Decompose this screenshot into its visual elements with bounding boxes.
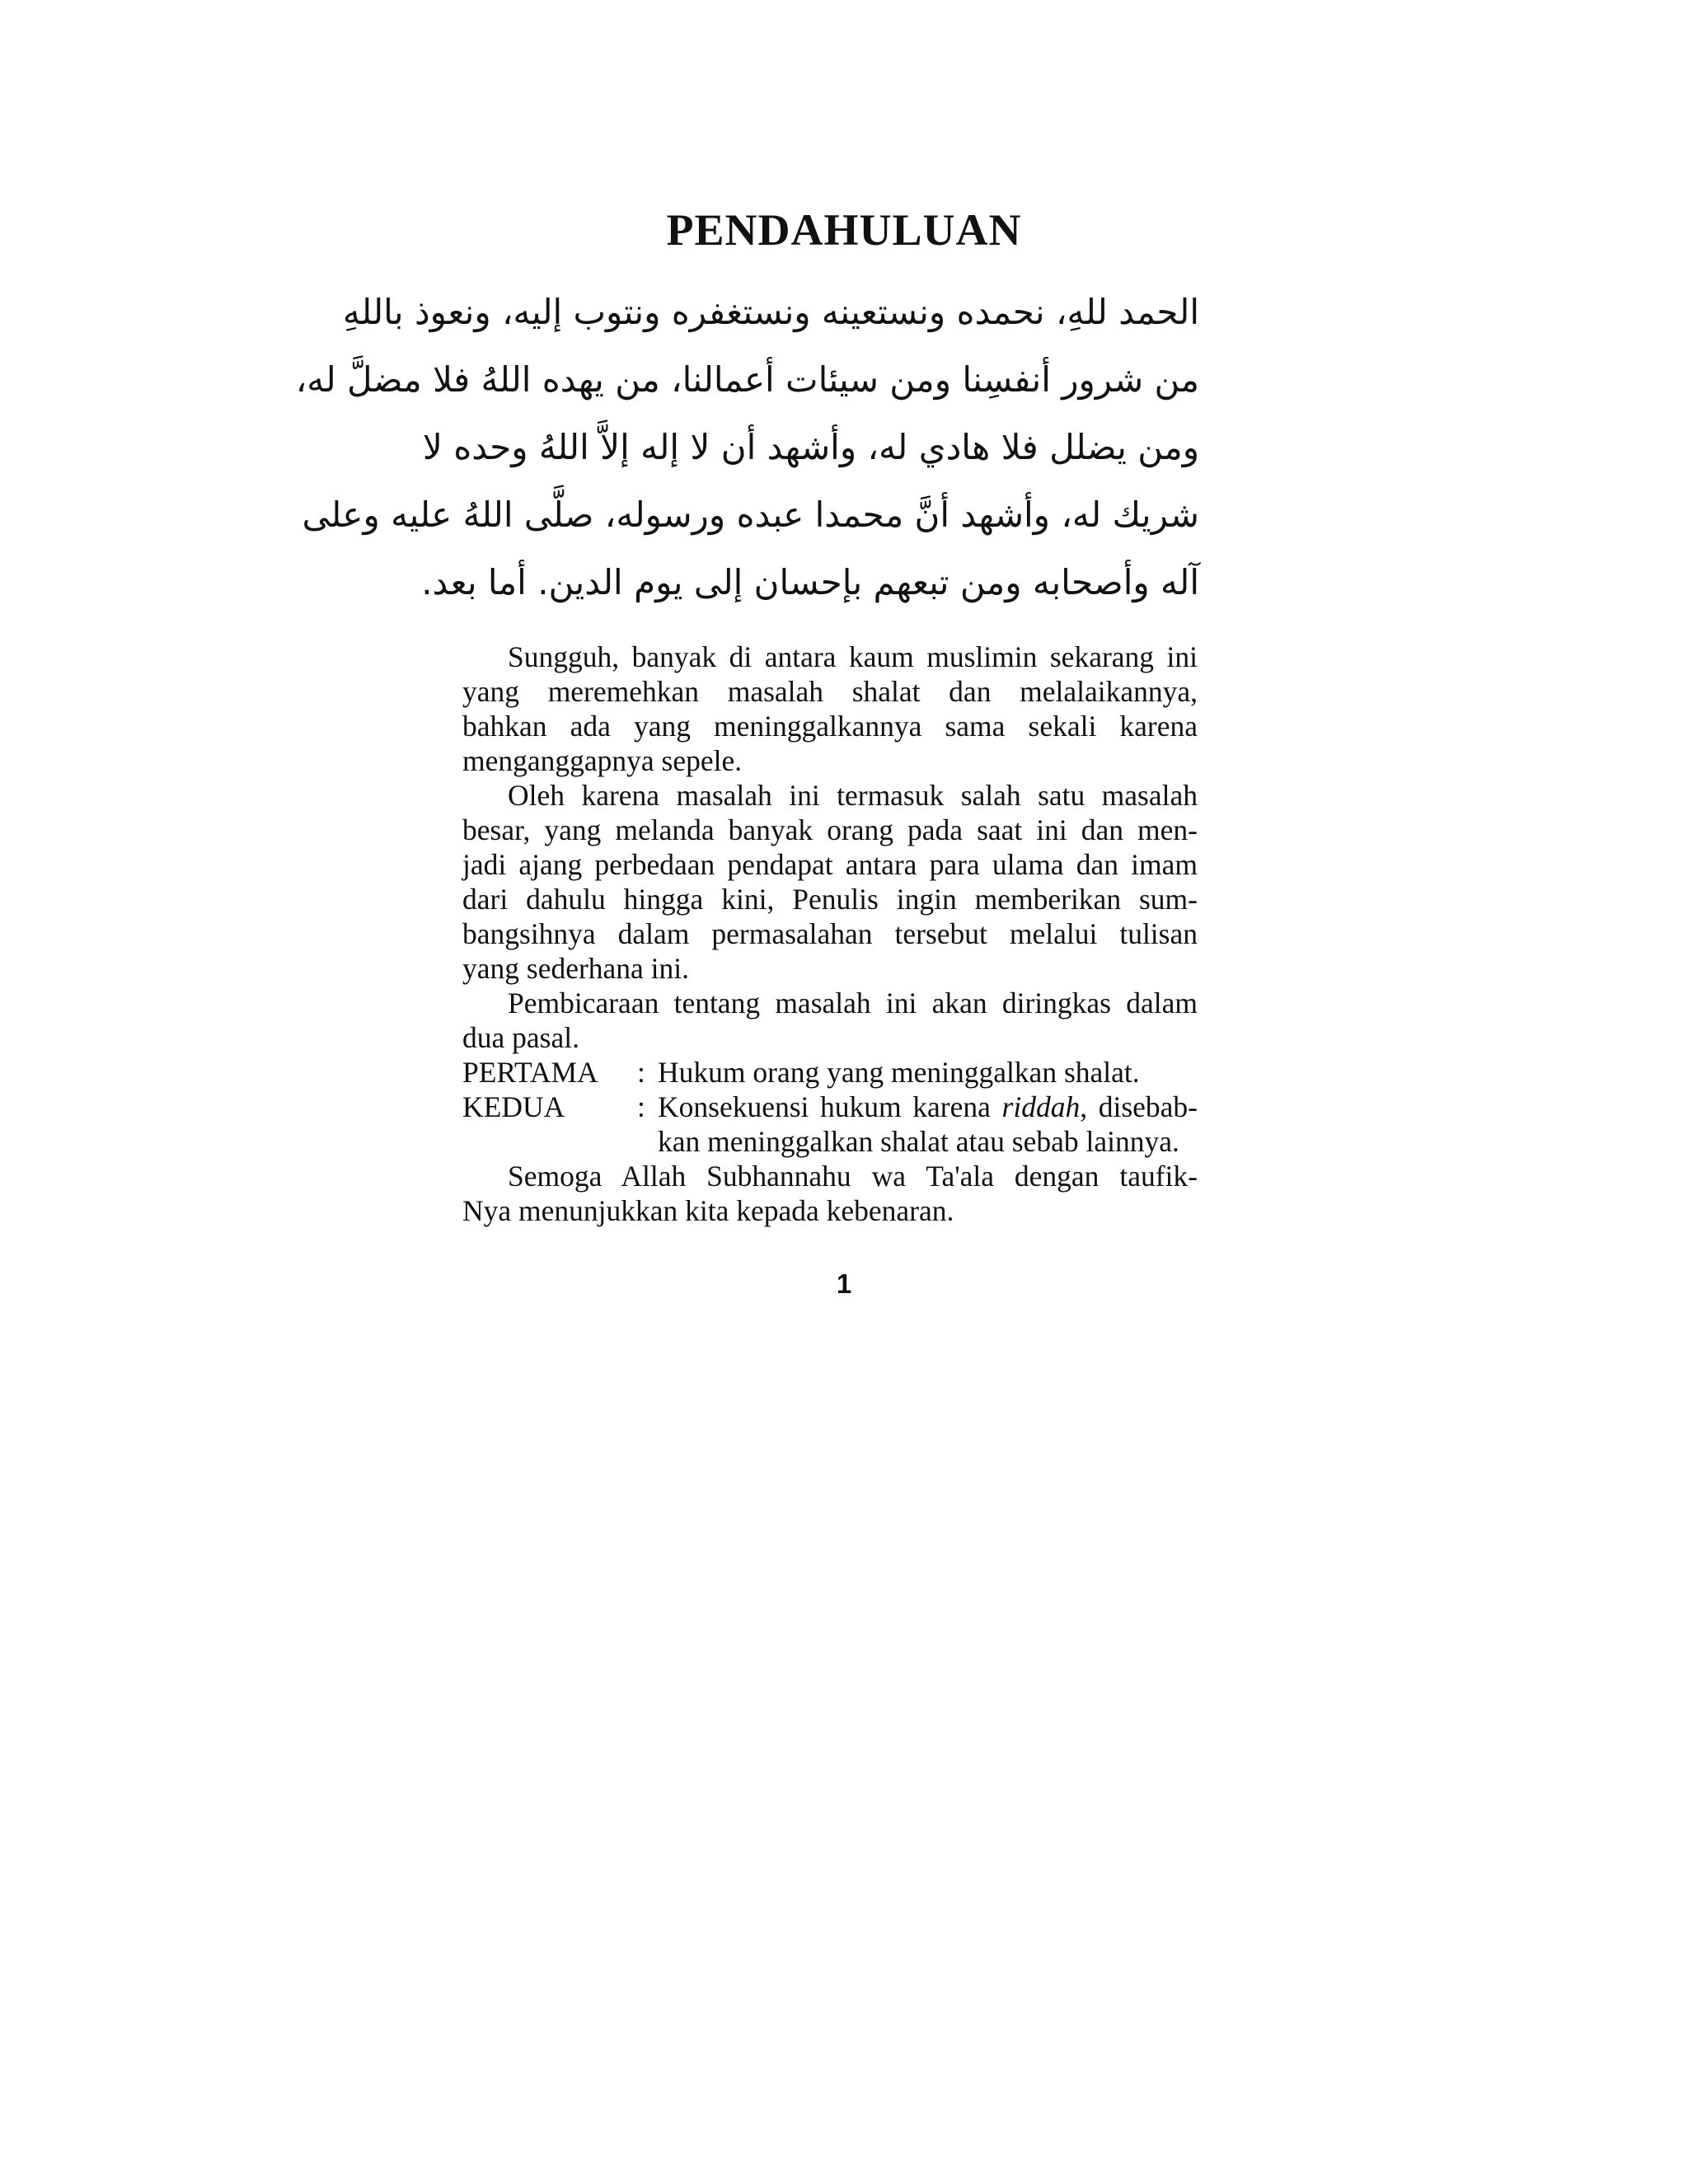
definition-text-part: Konsekuensi hukum karena — [658, 1090, 1002, 1123]
arabic-opening — [295, 279, 1199, 616]
text-line: Pembicaraan tentang masalah ini akan diringkas dalam — [508, 987, 1198, 1019]
text-line: Semoga Allah Subhannahu wa Ta'ala dengan taufik- — [508, 1160, 1198, 1193]
definition-pertama — [462, 1055, 1198, 1090]
text-line: besar, yang melanda banyak orang pada saat ini dan men- — [462, 813, 1198, 846]
paragraph-intro — [462, 640, 1198, 778]
page-number: 1 — [836, 1268, 852, 1299]
page-title: PENDAHULUAN — [666, 205, 1022, 255]
definition-text: Hukum orang yang meninggalkan shalat. — [658, 1056, 1140, 1089]
definition-list — [462, 1055, 1198, 1159]
text-line: bangsihnya dalam permasalahan tersebut melalui tulisan — [462, 917, 1198, 950]
definition-colon: : — [637, 1090, 645, 1123]
arabic-line: شريك له، وأشهد أنَّ محمدا عبده ورسوله، صلَّى اللهُ عليه وعلى — [302, 494, 1199, 535]
text-line: bahkan ada yang meninggalkannya sama sekali karena — [462, 710, 1198, 743]
text-line: menganggapnya sepele. — [462, 744, 743, 777]
body-text — [462, 640, 1198, 1228]
text-line: dua pasal. — [462, 1021, 579, 1054]
text-line: Nya menunjukkan kita kepada kebenaran. — [462, 1194, 954, 1227]
definition-term: PERTAMA — [462, 1056, 598, 1089]
text-line: Oleh karena masalah ini termasuk salah satu masalah — [508, 779, 1198, 812]
definition-text — [658, 1090, 1198, 1159]
definition-text-part: , disebab- — [1080, 1090, 1198, 1123]
definition-term: KEDUA — [462, 1090, 565, 1123]
arabic-line: الحمد للهِ، نحمده ونستعينه ونستغفره ونتوب إليه، ونعوذ باللهِ — [342, 292, 1199, 332]
text-line: yang meremehkan masalah shalat dan melalaikannya, — [462, 675, 1198, 708]
text-line: dari dahulu hingga kini, Penulis ingin memberikan sum- — [462, 883, 1198, 916]
text-line: Sungguh, banyak di antara kaum muslimin sekarang ini — [508, 640, 1198, 673]
definition-kedua — [462, 1090, 1198, 1159]
italic-term: riddah — [1001, 1090, 1081, 1123]
definition-colon: : — [637, 1056, 645, 1089]
definition-line: kan meninggalkan shalat atau sebab lainnya. — [658, 1125, 1179, 1158]
arabic-line: من شرور أنفسِنا ومن سيئات أعمالنا، من يهده اللهُ فلا مضلَّ له، — [295, 359, 1199, 400]
paragraph-closing — [462, 1159, 1198, 1228]
definition-line — [658, 1090, 1198, 1124]
arabic-line: آله وأصحابه ومن تبعهم بإحسان إلى يوم الدين. أما بعد. — [421, 562, 1199, 602]
arabic-line: ومن يضلل فلا هادي له، وأشهد أن لا إله إلاَّ اللهُ وحده لا — [422, 427, 1199, 467]
paragraph-outline — [462, 986, 1198, 1055]
text-line: jadi ajang perbedaan pendapat antara para ulama dan imam — [462, 848, 1198, 881]
text-line: yang sederhana ini. — [462, 952, 690, 985]
paragraph-reason — [462, 778, 1198, 986]
